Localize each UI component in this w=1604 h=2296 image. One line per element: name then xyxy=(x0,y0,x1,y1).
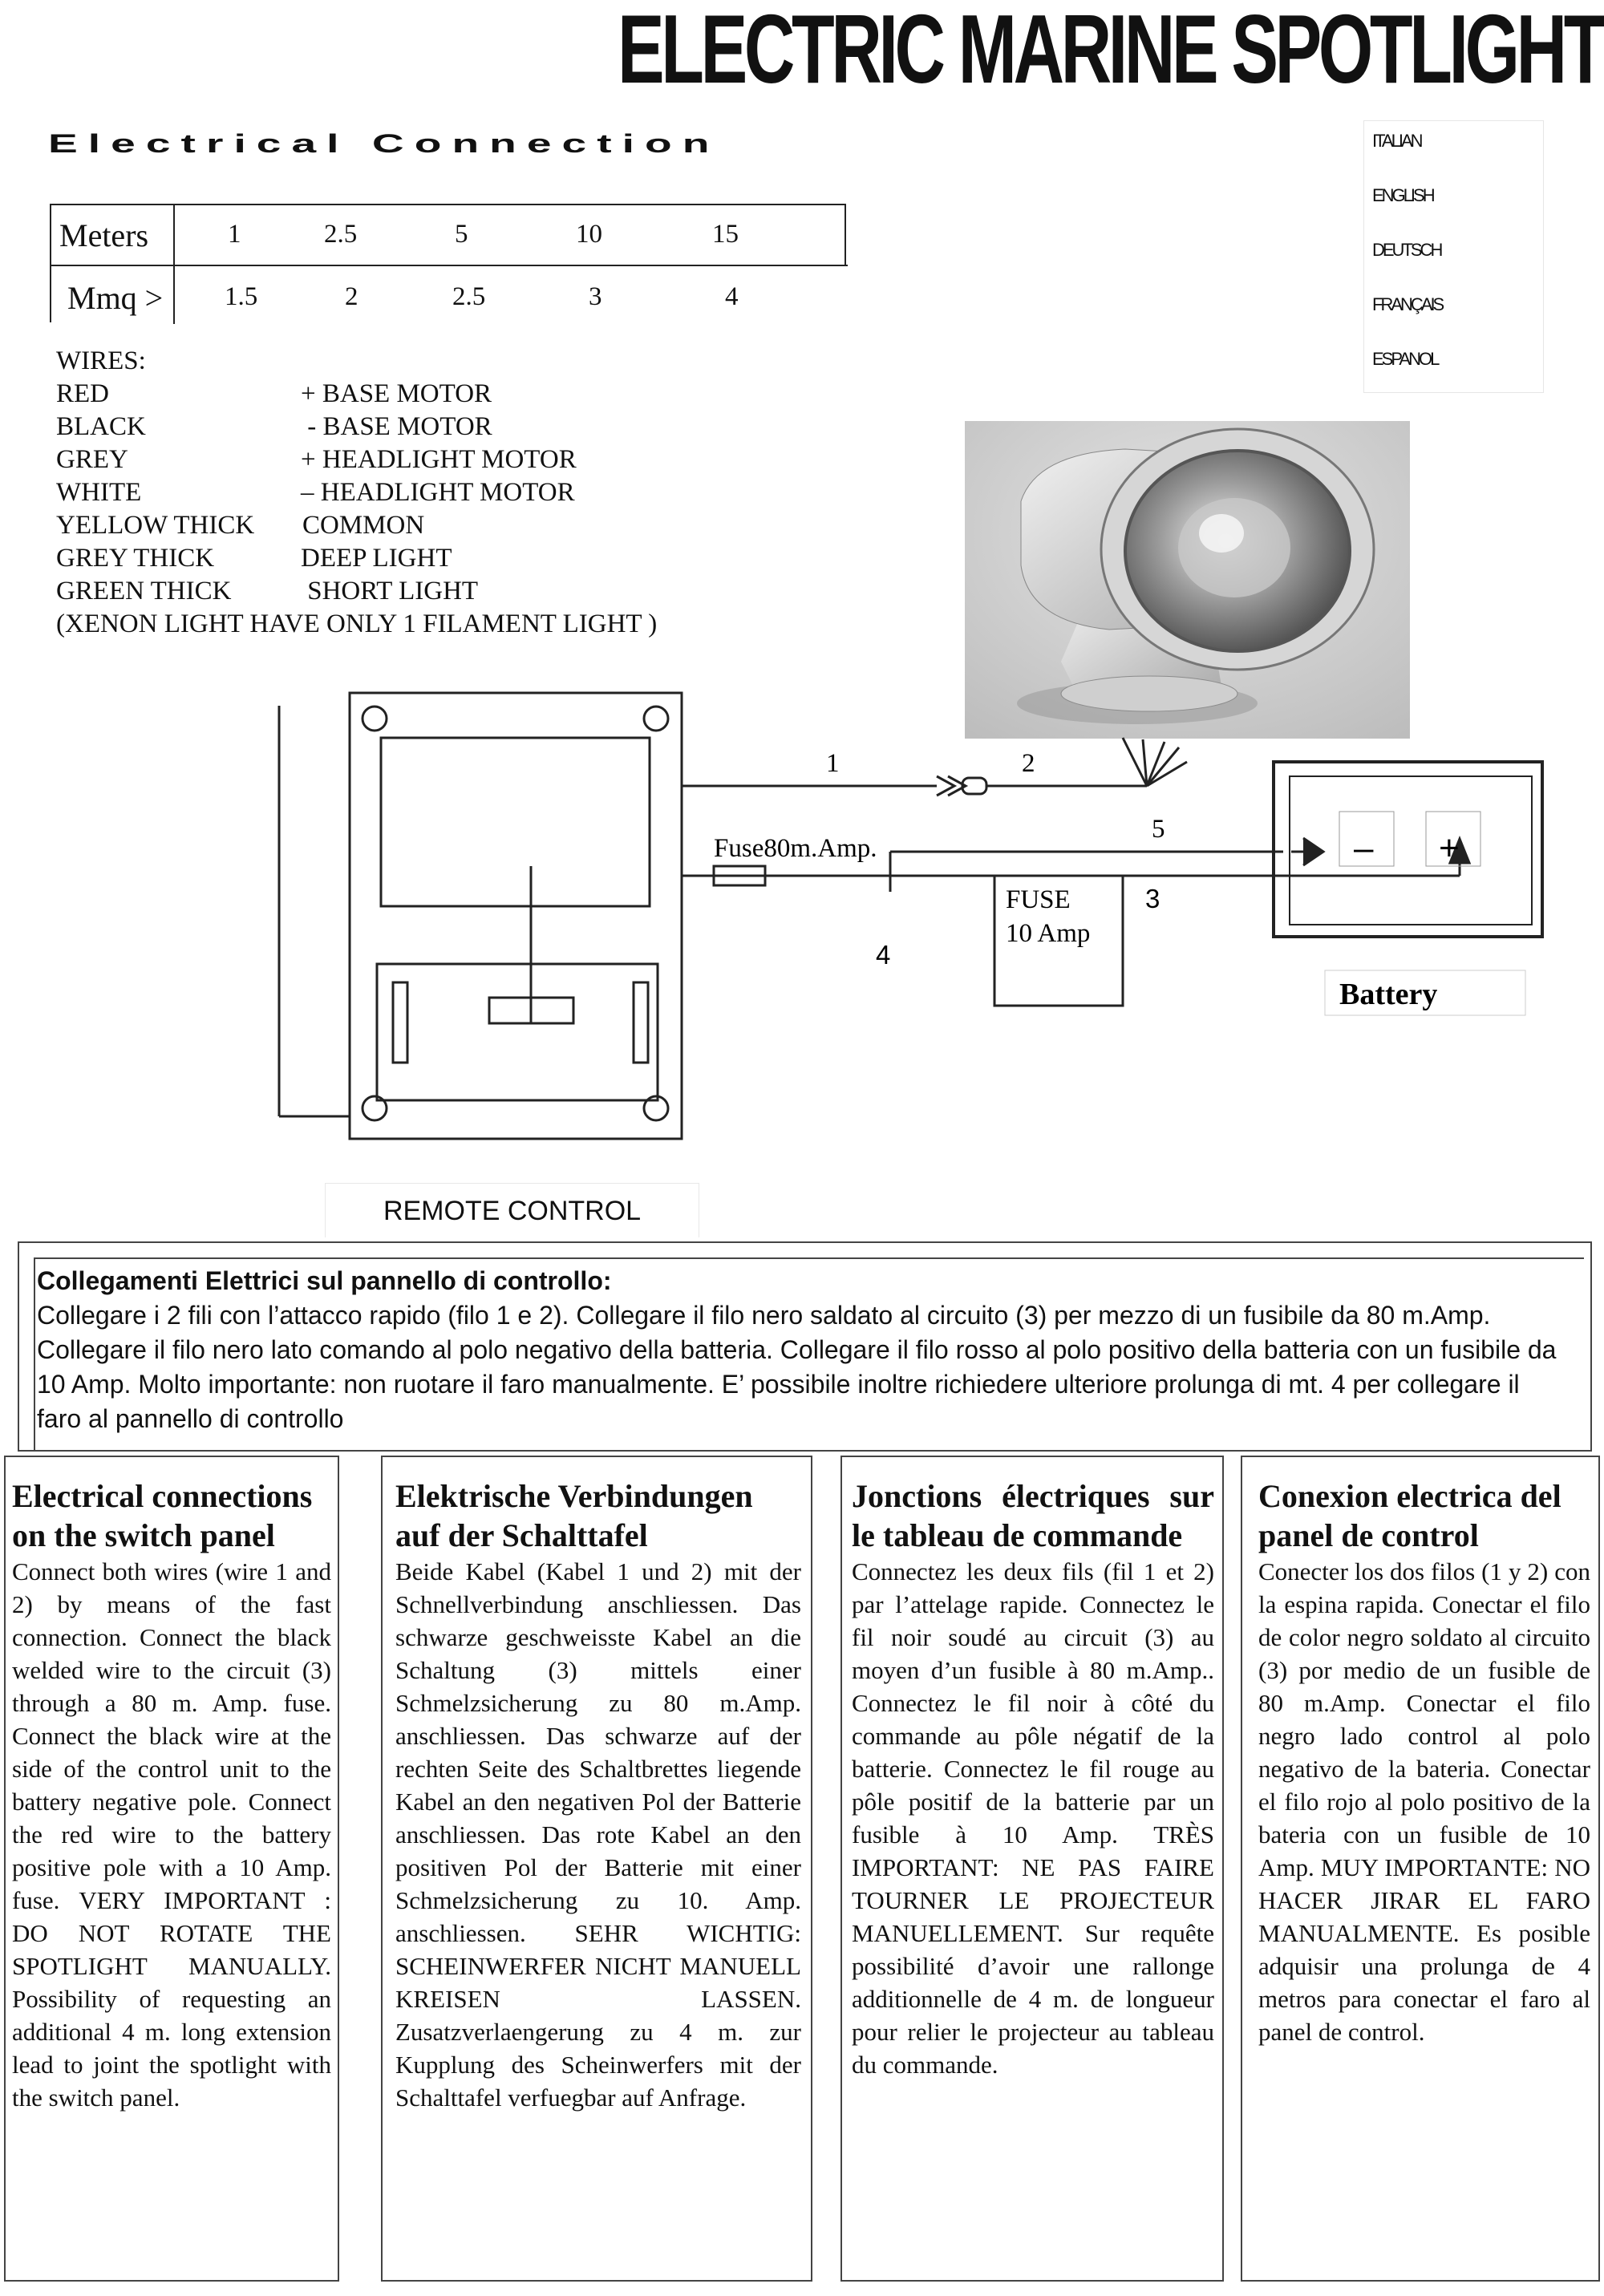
control-panel xyxy=(350,693,682,1139)
wires-heading: WIRES: xyxy=(56,346,146,375)
language-item-italian[interactable]: ITALIAN xyxy=(1372,131,1421,151)
table-cell: 15 xyxy=(712,220,739,249)
fuse-10-label: 10 Amp xyxy=(1006,919,1091,948)
table-cell: 1 xyxy=(228,220,241,249)
wire-label-3: 3 xyxy=(1145,884,1160,913)
wire-row: WHITE – HEADLIGHT MOTOR xyxy=(56,478,575,507)
wire-row: BLACK - BASE MOTOR xyxy=(56,412,492,441)
wire-row: RED + BASE MOTOR xyxy=(56,379,492,408)
wires-legend xyxy=(56,345,778,641)
section-subtitle: Electrical Connection xyxy=(48,130,720,159)
table-cell: 3 xyxy=(589,282,602,311)
table-cell: 5 xyxy=(455,220,468,249)
language-item-francais[interactable]: FRANÇAIS xyxy=(1372,294,1443,314)
table-divider xyxy=(51,265,848,266)
table-row-label-mmq: Mmq > xyxy=(67,280,164,316)
language-item-espanol[interactable]: ESPANOL xyxy=(1372,349,1438,369)
french-section-title: Jonctions électriques sur le tableau de commande xyxy=(852,1478,1214,1553)
table-cell: 2.5 xyxy=(324,220,358,249)
page-title: ELECTRIC MARINE SPOTLIGHT xyxy=(618,0,1604,103)
german-section-title: Elektrische Verbindungen auf der Schalttafel xyxy=(395,1478,753,1553)
wire-row: YELLOW THICK COMMON xyxy=(56,511,425,540)
fuse-10-label: FUSE xyxy=(1006,885,1071,914)
table-cell: 2.5 xyxy=(452,282,486,311)
spanish-section-body: Conecter los dos filos (1 y 2) con la espina rapida. Conectar el filo de color negro soldato al circuito (3) por medio de un fusible de 80 m.Amp. Conectar el filo negro lado control al polo negativo de la bateria. Conectar el filo rojo al polo positivo de la bateria con un fusible de 10 Amp. MUY IMPORTANTE: NO HACER JIRAR EL FARO MANUALMENTE. Es posible adquisir una prolunga de 4 metros para conectar el faro al panel de control. xyxy=(1258,1557,1590,2046)
wires-note: (XENON LIGHT HAVE ONLY 1 FILAMENT LIGHT ) xyxy=(56,609,658,638)
wire-row: GREY + HEADLIGHT MOTOR xyxy=(56,445,577,474)
english-section-title: Electrical connections on the switch panel xyxy=(12,1478,313,1553)
table-cell: 4 xyxy=(725,282,739,311)
wire-label-5: 5 xyxy=(1152,815,1165,844)
language-item-deutsch[interactable]: DEUTSCH xyxy=(1372,240,1441,260)
italian-section xyxy=(18,1241,1592,1452)
english-section-body: Connect both wires (wire 1 and 2) by means of the fast connection. Connect the black welded wire to the circuit (3) through a 80 m. Amp. fuse. Connect the black wire at the side of the control unit to the battery negative pole. Connect the red wire to the battery positive pole with a 10 Amp. fuse. VERY IMPORTANT : DO NOT ROTATE THE SPOTLIGHT MANUALLY. Possibility of requesting an additional 4 m. long extension lead to joint the spotlight with the switch panel. xyxy=(12,1557,331,2112)
wire-section-table xyxy=(50,204,846,322)
english-section xyxy=(4,1456,339,2282)
german-section-body: Beide Kabel (Kabel 1 und 2) mit der Schnellverbindung anschliessen. Das schwarze geschweisste Kabel an die Schaltung (3) mittels einer Schmelzsicherung zu 80 m.Amp. anschliessen. Das schwarze auf der rechten Seite des Schaltbrettes liegende Kabel an den negativen Pol der Batterie anschliessen. Das rote Kabel an den positiven Pol der Batterie mit einer Schmelzsicherung zu 10. Amp. anschliessen. SEHR WICHTIG: SCHEINWERFER NICHT MANUELL KREISEN LASSEN. Zusatzverlaengerung zu 4 m. zur Kupplung des Scheinwerfers mit der Schalttafel verfuegbar auf Anfrage. xyxy=(395,1557,801,2112)
german-section xyxy=(381,1456,812,2282)
wire-label-2: 2 xyxy=(1022,749,1035,778)
battery-minus: – xyxy=(1354,828,1374,868)
language-list xyxy=(1363,120,1544,393)
panel-switch-area xyxy=(377,964,658,1100)
french-section xyxy=(840,1456,1224,2282)
table-cell: 10 xyxy=(576,220,602,249)
table-cell: 1.5 xyxy=(225,282,258,311)
spanish-section xyxy=(1241,1456,1600,2282)
table-cell: 2 xyxy=(345,282,358,311)
remote-control-label: REMOTE CONTROL xyxy=(325,1183,699,1237)
table-row-label-meters: Meters xyxy=(59,217,149,253)
italian-section-body: Collegare i 2 fili con l’attacco rapido (filo 1 e 2). Collegare il filo nero saldato al circuito (3) per mezzo di un fusibile da 80 m.Amp. Collegare il filo nero lato comando al polo negativo della batteria. Collegare il filo rosso al polo positivo della batteria con un fusibile da 10 Amp. Molto importante: non ruotare il faro manualmente. E’ possibile inoltre richiedere ulteriore prolunga di mt. 4 per collegare il faro al pannello di controllo xyxy=(37,1301,1557,1433)
panel-display xyxy=(381,738,650,906)
wire-label-4: 4 xyxy=(876,940,891,970)
wire-label-1: 1 xyxy=(826,749,840,778)
italian-section-title: Collegamenti Elettrici sul pannello di controllo: xyxy=(37,1266,612,1295)
battery-plus: + xyxy=(1439,828,1460,868)
table-divider xyxy=(845,205,846,265)
fuse-80-label: Fuse80m.Amp. xyxy=(714,834,877,863)
wire-row: GREY THICK DEEP LIGHT xyxy=(56,544,452,573)
language-item-english[interactable]: ENGLISH xyxy=(1372,185,1433,205)
french-section-body: Connectez les deux fils (fil 1 et 2) par l’attelage rapide. Connectez le fil noir soudé au circuit (3) au moyen d’un fusible à 80 m.Amp.. Connectez le fil noir à côté du commande au pôle négatif de la batterie. Connectez le fil rouge au pôle positif de la batterie par un fusible à 10 Amp. TRÈS IMPORTANT: NE PAS FAIRE TOURNER LE PROJECTEUR MANUELLEMENT. Sur requête possibilité d’avoir une rallonge additionnelle de 4 m. de longueur pour relier le projecteur au tableau du commande. xyxy=(852,1557,1214,2079)
wiring-diagram xyxy=(0,674,1604,1155)
battery-label: Battery xyxy=(1339,978,1438,1011)
spanish-section-title: Conexion electrica del panel de control xyxy=(1258,1478,1561,1553)
wire-row: GREEN THICK SHORT LIGHT xyxy=(56,577,479,605)
